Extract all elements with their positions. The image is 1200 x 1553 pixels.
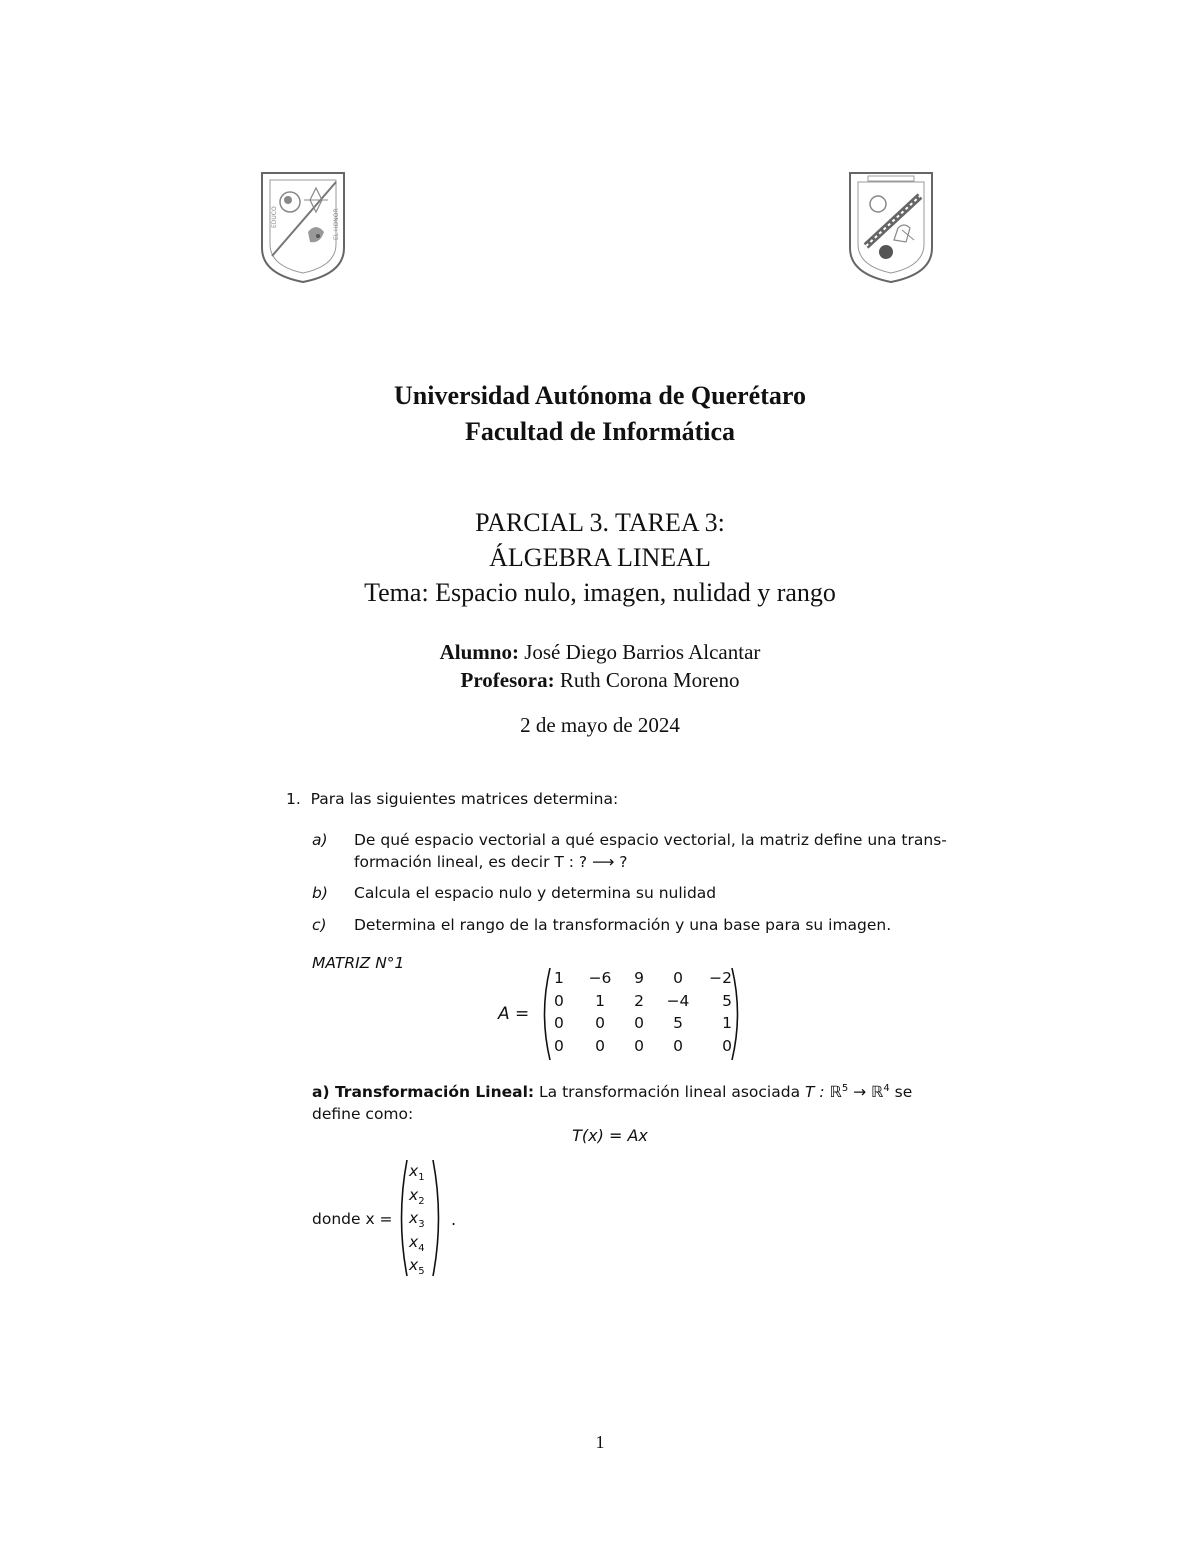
- subitem-a: [312, 831, 947, 849]
- subitem-c: [312, 916, 891, 934]
- answer-a-heading: a) Transformación Lineal:: [312, 1083, 535, 1102]
- vector-subscript: 3: [418, 1219, 425, 1231]
- matrix-cell: 0: [634, 1014, 644, 1032]
- vector-entry: $x_1$: [409, 1162, 425, 1184]
- teacher-line: [0, 668, 1200, 693]
- problem-1: [286, 790, 618, 808]
- vector-right-paren-icon: [431, 1158, 445, 1278]
- matrix-cell: 0: [673, 1036, 683, 1055]
- matrix-label: MATRIZ N°1: [312, 954, 405, 972]
- subitem-b: [312, 884, 716, 902]
- matrix-cell: 0: [673, 969, 683, 987]
- answer-a-line2: define como:: [312, 1105, 414, 1123]
- vector-left-paren-icon: [395, 1158, 409, 1278]
- subitem-b-label: b): [312, 884, 328, 902]
- vector-entry: $x_2$: [409, 1185, 425, 1207]
- vector-subscript: 5: [418, 1266, 425, 1278]
- matrix-cell: 0: [595, 1036, 605, 1055]
- student-line: [0, 640, 1200, 665]
- matrix-cell: −6: [588, 969, 612, 987]
- vector-subscript: 4: [418, 1242, 425, 1254]
- subitem-c-label: c): [312, 916, 327, 934]
- university-seal-logo: [258, 170, 348, 285]
- matrix-cell: 1: [722, 1014, 732, 1032]
- faculty-seal-logo: [846, 170, 936, 285]
- matrix-name: A =: [498, 1004, 530, 1024]
- matrix-cell: 0: [595, 1014, 605, 1032]
- vector-entries: [409, 1162, 425, 1280]
- svg-text:EL HONOR: EL HONOR: [333, 208, 340, 240]
- answer-a-mapping: T : ℝ: [805, 1083, 842, 1102]
- matrix-cell: 2: [634, 991, 644, 1010]
- matrix-cell: 5: [673, 1014, 683, 1032]
- answer-a-arrow: → ℝ: [848, 1083, 884, 1102]
- answer-a-line1: [312, 1083, 912, 1101]
- teacher-name: Ruth Corona Moreno: [559, 668, 740, 692]
- matrix-cell: 0: [554, 991, 564, 1010]
- matrix-cell: 1: [554, 969, 564, 987]
- matrix-grid: [550, 969, 736, 1059]
- vector-entry: $x_5$: [409, 1256, 425, 1278]
- matrix-cell: 9: [634, 969, 644, 987]
- problem-text: Para las siguientes matrices determina:: [310, 790, 619, 808]
- teacher-label: Profesora:: [460, 668, 555, 692]
- donde-text: donde x =: [312, 1210, 393, 1228]
- matrix-cell: 5: [722, 991, 732, 1010]
- subitem-c-text: Determina el rango de la transformación y una base para su imagen.: [354, 916, 892, 934]
- answer-a-exp1: 5: [841, 1083, 849, 1094]
- matrix-cell: 0: [722, 1036, 732, 1055]
- answer-a-exp2: 4: [883, 1083, 890, 1094]
- university-name: Universidad Autónoma de Querétaro: [394, 381, 806, 410]
- document-date: 2 de mayo de 2024: [520, 713, 680, 737]
- vector-subscript: 2: [418, 1195, 425, 1207]
- matrix-cell: 0: [554, 1014, 564, 1032]
- svg-text:EDUCO: EDUCO: [271, 206, 278, 228]
- subitem-a-continuation: formación lineal, es decir T : ? ⟶ ?: [354, 853, 628, 871]
- subitem-b-text: Calcula el espacio nulo y determina su nulidad: [354, 884, 717, 902]
- student-name: José Diego Barrios Alcantar: [524, 640, 761, 664]
- answer-a-text2: se: [889, 1083, 913, 1102]
- transformation-equation: T(x) = Ax: [572, 1126, 648, 1145]
- problem-number: 1.: [286, 790, 301, 808]
- assignment-title: PARCIAL 3. TAREA 3:: [475, 508, 725, 537]
- subitem-a-text: De qué espacio vectorial a qué espacio vectorial, la matriz define una trans-: [354, 831, 947, 849]
- subitem-a-label: a): [312, 831, 328, 849]
- answer-a-text: La transformación lineal asociada: [534, 1083, 805, 1102]
- matrix-a: [498, 966, 748, 1062]
- matrix-cell: −4: [666, 991, 690, 1010]
- matrix-cell: 0: [554, 1036, 564, 1055]
- vector-period: .: [451, 1210, 457, 1229]
- faculty-name: Facultad de Informática: [464, 417, 736, 446]
- matrix-cell: −2: [709, 969, 732, 987]
- vector-subscript: 1: [418, 1172, 425, 1184]
- matrix-cell: 0: [634, 1036, 644, 1055]
- vector-entry: $x_4$: [409, 1232, 425, 1254]
- vector-entry: $x_3$: [409, 1209, 425, 1231]
- topic-title: Tema: Espacio nulo, imagen, nulidad y rango: [364, 578, 836, 607]
- page-number: 1: [595, 1432, 605, 1452]
- vector-x: [395, 1158, 465, 1278]
- course-title: ÁLGEBRA LINEAL: [489, 543, 711, 572]
- matrix-cell: 1: [595, 991, 605, 1010]
- student-label: Alumno:: [439, 640, 519, 664]
